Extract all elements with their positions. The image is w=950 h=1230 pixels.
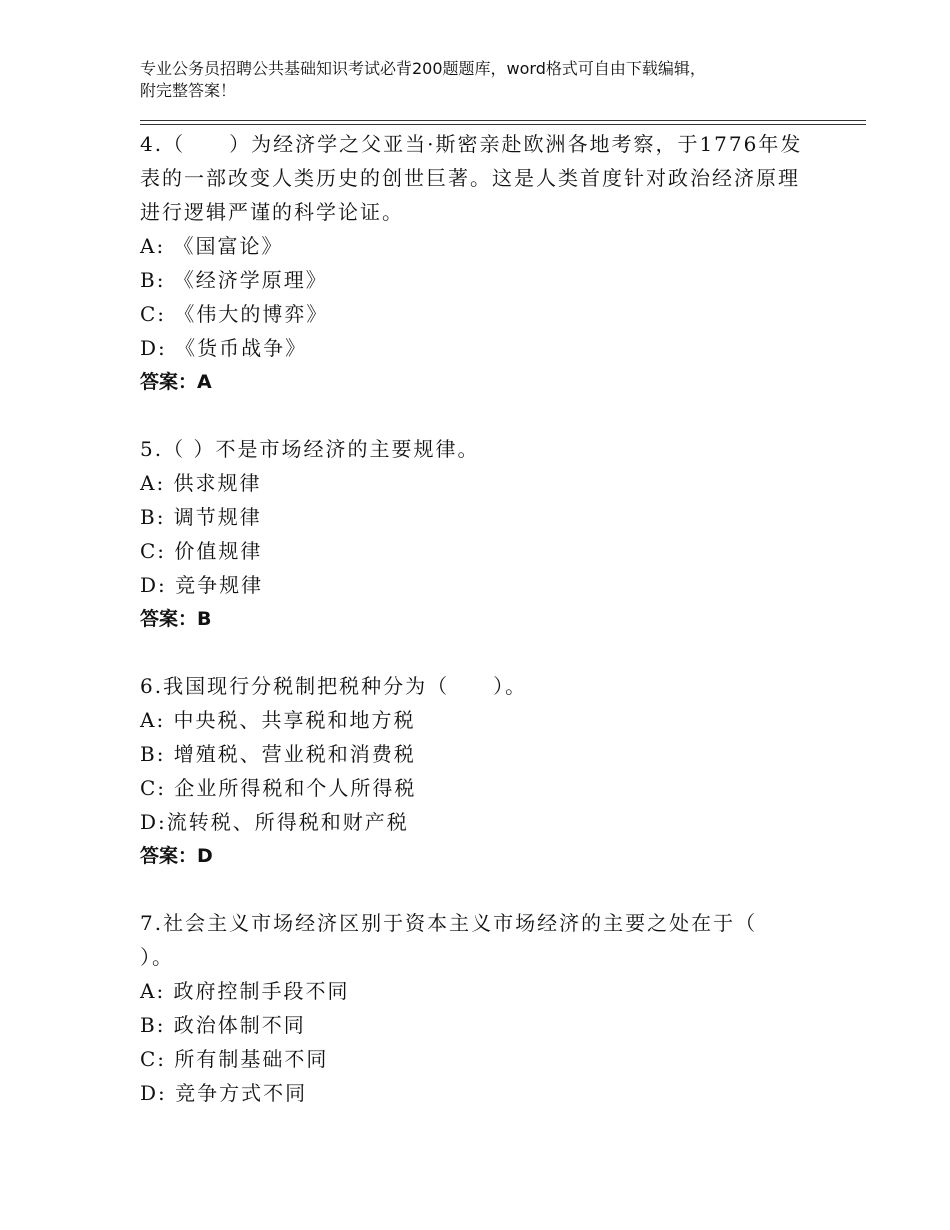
question-stem-line: 7.社会主义市场经济区别于资本主义市场经济的主要之处在于（: [140, 911, 758, 935]
option-a: A: 《国富论》: [140, 234, 284, 258]
question-4: [140, 127, 820, 399]
question-7: [140, 906, 820, 1110]
answer-label: 答案：A: [140, 371, 212, 393]
option-b: B: 政治体制不同: [140, 1013, 306, 1037]
option-a: A: 中央税、共享税和地方税: [140, 708, 416, 732]
option-d: D: 竞争方式不同: [140, 1081, 308, 1105]
header-line-1: 专业公务员招聘公共基础知识考试必背200题题库，word格式可自由下载编辑，: [140, 59, 706, 78]
question-5: [140, 432, 820, 636]
header-double-rule: [140, 120, 866, 125]
header-line-2: 附完整答案！: [140, 81, 237, 100]
option-c: C: 企业所得税和个人所得税: [140, 776, 417, 800]
option-b: B: 调节规律: [140, 505, 262, 529]
option-b: B: 《经济学原理》: [140, 268, 328, 292]
question-stem-line: 进行逻辑严谨的科学论证。: [140, 200, 404, 224]
document-header: [140, 58, 840, 102]
question-stem-line: ）。: [140, 945, 174, 969]
answer-label: 答案：D: [140, 845, 213, 867]
option-c: C: 所有制基础不同: [140, 1047, 329, 1071]
option-d: D:流转税、所得税和财产税: [140, 810, 409, 834]
question-stem-line: 表的一部改变人类历史的创世巨著。这是人类首度针对政治经济原理: [140, 166, 800, 190]
option-d: D: 竞争规律: [140, 573, 264, 597]
option-a: A: 政府控制手段不同: [140, 979, 350, 1003]
option-c: C: 价值规律: [140, 539, 263, 563]
option-a: A: 供求规律: [140, 471, 262, 495]
question-list: [140, 127, 820, 1143]
answer-label: 答案：B: [140, 608, 212, 630]
option-c: C: 《伟大的博弈》: [140, 302, 329, 326]
question-stem-line: 4.（ ）为经济学之父亚当·斯密亲赴欧洲各地考察，于1776年发: [140, 132, 803, 156]
question-6: [140, 669, 820, 873]
question-stem-line: 5.（ ）不是市场经济的主要规律。: [140, 437, 480, 461]
option-b: B: 增殖税、营业税和消费税: [140, 742, 416, 766]
option-d: D: 《货币战争》: [140, 336, 308, 360]
question-stem-line: 6.我国现行分税制把税种分为（ ）。: [140, 674, 528, 698]
